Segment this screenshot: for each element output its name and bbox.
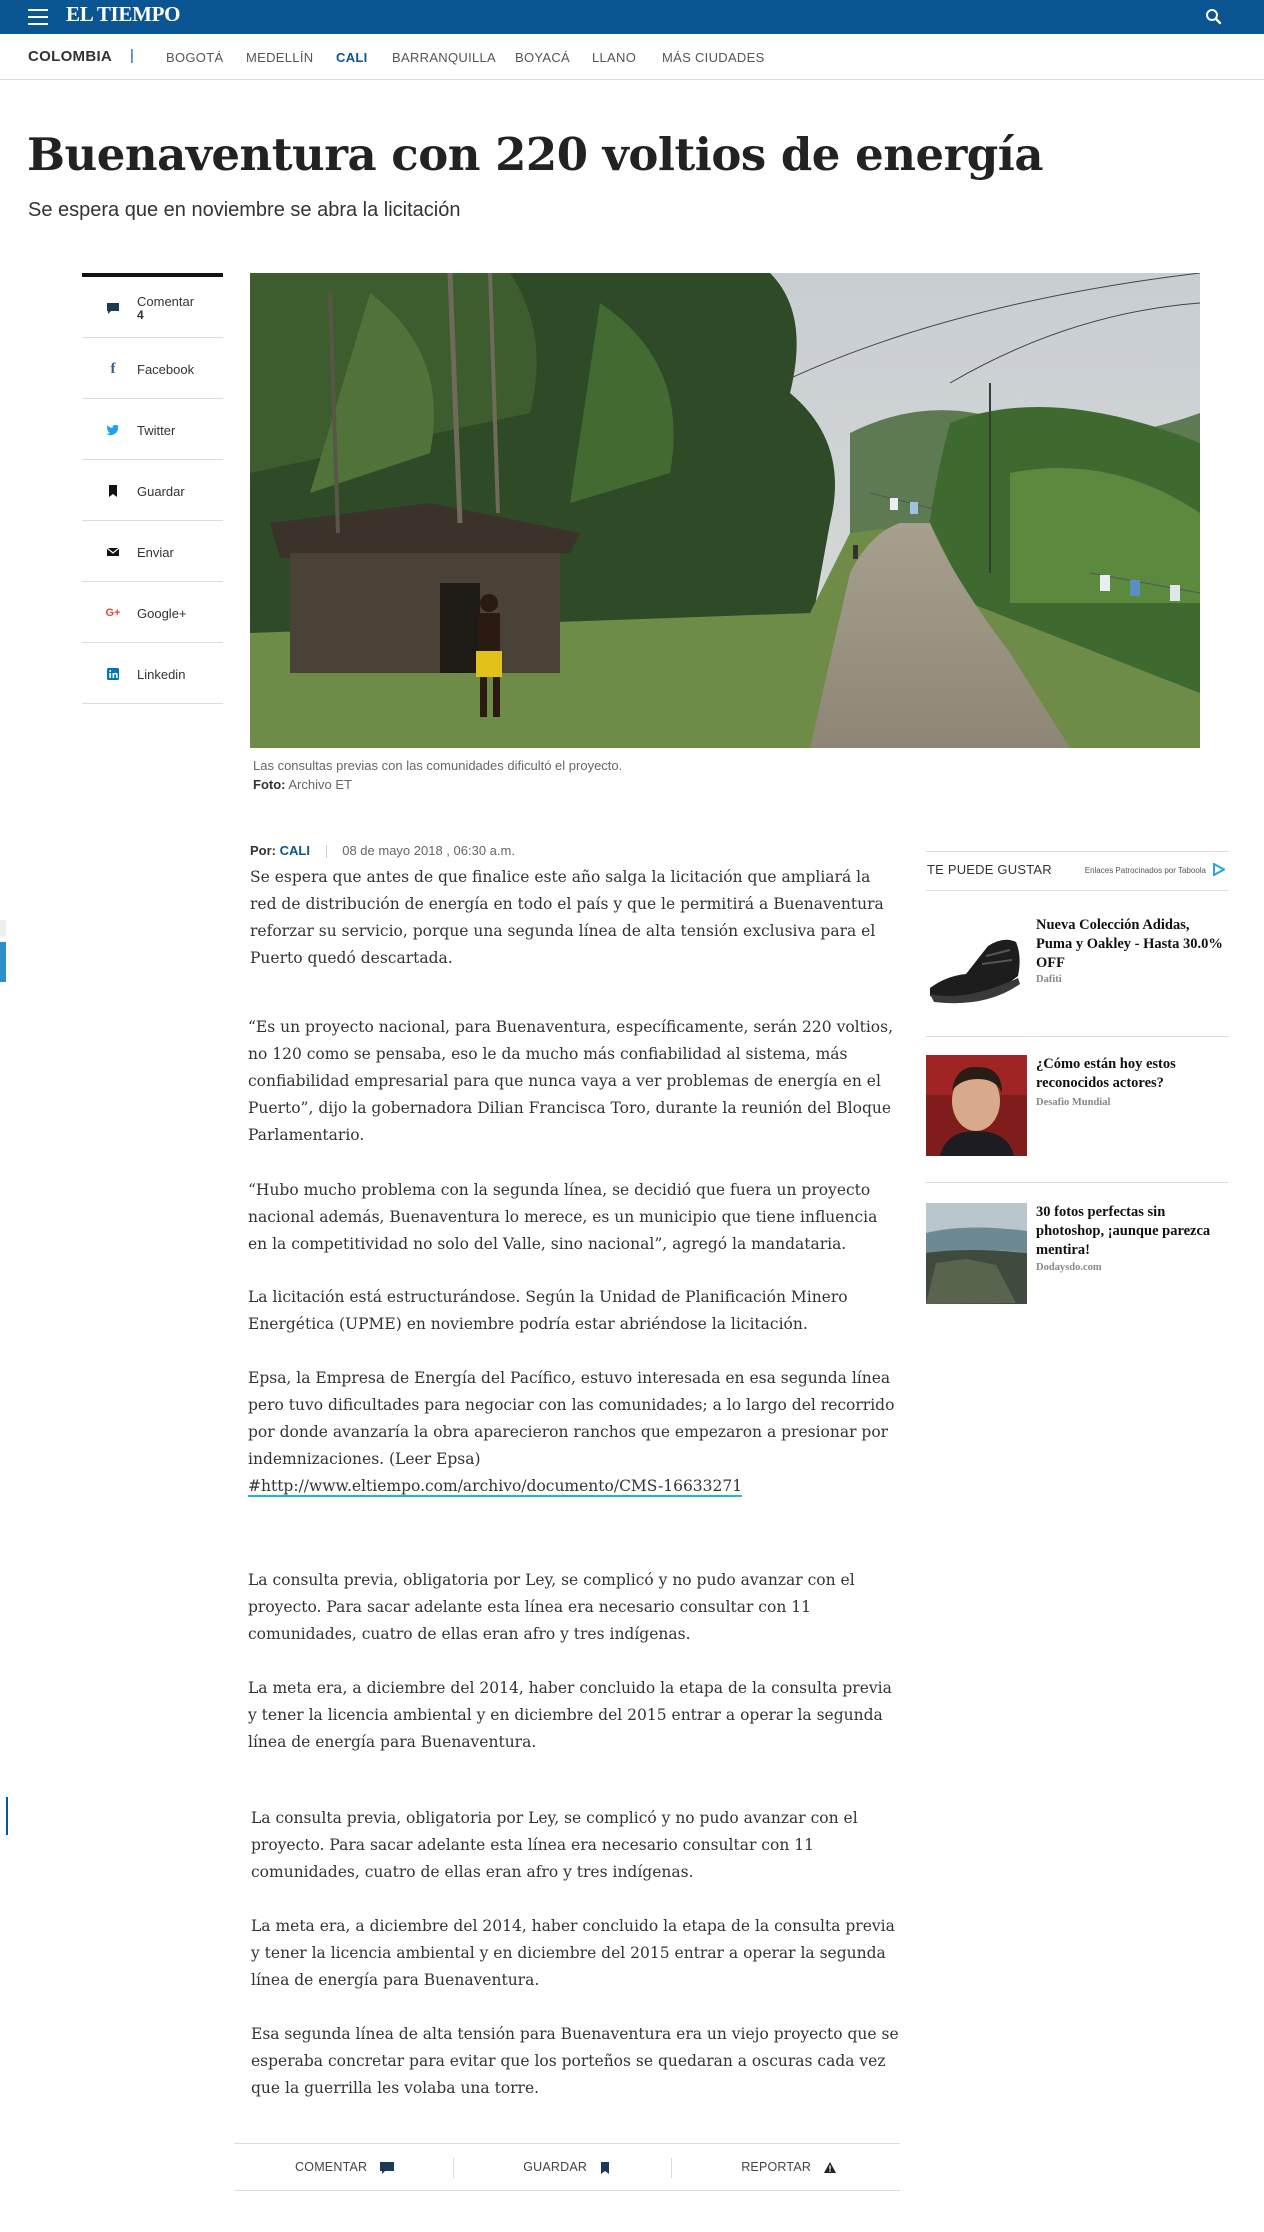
linkedin-share-button[interactable] bbox=[82, 643, 223, 704]
byline-date: 08 de mayo 2018 , 06:30 a.m. bbox=[342, 843, 515, 858]
comment-count: 4 bbox=[137, 308, 144, 322]
actor-thumbnail bbox=[926, 1055, 1027, 1156]
taboola-icon[interactable] bbox=[1212, 863, 1225, 876]
google-plus-icon: G+ bbox=[105, 607, 121, 619]
edge-marker bbox=[0, 920, 6, 936]
credit-label: Foto: bbox=[253, 777, 286, 792]
nav-city-medellin[interactable]: MEDELLÍN bbox=[246, 50, 314, 65]
site-logo[interactable]: EL TIEMPO bbox=[66, 2, 181, 26]
facebook-label: Facebook bbox=[137, 362, 195, 377]
recommended-item[interactable] bbox=[926, 1037, 1228, 1183]
warning-icon bbox=[823, 2161, 837, 2174]
comment-icon bbox=[379, 2161, 395, 2175]
bookmark-icon bbox=[106, 484, 120, 498]
search-icon[interactable] bbox=[1204, 7, 1224, 27]
photo-credit bbox=[253, 777, 352, 792]
googleplus-label: Google+ bbox=[137, 606, 187, 621]
twitter-icon bbox=[106, 423, 120, 437]
bookmark-icon bbox=[599, 2161, 611, 2175]
article-paragraph: La consulta previa, obligatoria por Ley, se complicó y no pudo avanzar con el proyecto. Para sacar adelante esta línea era necesario consultar con 11 comunidades, cuatro de ellas eran afro y tres indígenas. bbox=[251, 1809, 858, 1881]
byline-author[interactable]: CALI bbox=[279, 843, 310, 858]
nav-more-cities[interactable]: MÁS CIUDADES bbox=[662, 50, 765, 65]
article-paragraph: La licitación está estructurándose. Según la Unidad de Planificación Minero Energética (UPME) en noviembre podría estar abriéndose la licitación. bbox=[248, 1288, 848, 1333]
comment-icon bbox=[106, 301, 120, 315]
recommended-item-source: Desafio Mundial bbox=[1036, 1097, 1111, 1108]
article-paragraph: La meta era, a diciembre del 2014, haber concluido la etapa de la consulta previa y tener la licencia ambiental y en diciembre del 2015 entrar a operar la segunda línea de energía para Buenaventura. bbox=[248, 1679, 892, 1751]
recommended-title: TE PUEDE GUSTAR bbox=[927, 862, 1052, 877]
social-share-sidebar bbox=[82, 273, 223, 704]
facebook-icon: f bbox=[110, 361, 116, 377]
article-title: Buenaventura con 220 voltios de energía bbox=[27, 128, 1044, 181]
sneaker-thumbnail bbox=[926, 916, 1027, 1017]
linkedin-label: Linkedin bbox=[137, 667, 186, 682]
save-label: Guardar bbox=[137, 484, 185, 499]
nav-separator: | bbox=[130, 47, 134, 64]
googleplus-share-button[interactable] bbox=[82, 582, 223, 643]
nav-country[interactable]: COLOMBIA bbox=[28, 48, 113, 65]
nav-city-cali[interactable]: CALI bbox=[336, 50, 368, 65]
top-bar bbox=[0, 0, 1264, 34]
comment-share-button[interactable] bbox=[82, 277, 223, 338]
twitter-share-button[interactable] bbox=[82, 399, 223, 460]
article-main-photo[interactable] bbox=[250, 273, 1200, 748]
photo-caption: Las consultas previas con las comunidades dificultó el proyecto. bbox=[253, 758, 623, 773]
action-divider bbox=[453, 2158, 454, 2178]
recommended-item[interactable] bbox=[926, 891, 1228, 1037]
twitter-label: Twitter bbox=[137, 423, 176, 438]
save-button[interactable] bbox=[456, 2144, 678, 2190]
nav-city-llano[interactable]: LLANO bbox=[592, 50, 637, 65]
recommended-header bbox=[926, 851, 1228, 891]
save-share-button[interactable] bbox=[82, 460, 223, 521]
city-nav bbox=[0, 34, 1264, 80]
recommended-item-title[interactable]: Nueva Colección Adidas, Puma y Oakley - Hasta 30.0% OFF bbox=[1036, 917, 1223, 971]
recommended-item-title[interactable]: 30 fotos perfectas sin photoshop, ¡aunque parezca mentira! bbox=[1036, 1204, 1211, 1258]
article-paragraph: La meta era, a diciembre del 2014, haber concluido la etapa de la consulta previa y tener la licencia ambiental y en diciembre del 2015 entrar a operar la segunda línea de energía para Buenaventura. bbox=[251, 1917, 895, 1989]
hamburger-icon[interactable] bbox=[28, 9, 48, 25]
byline-label: Por: bbox=[250, 843, 276, 858]
linkedin-icon bbox=[106, 667, 120, 681]
comment-label: Comentar bbox=[137, 294, 195, 309]
comment-button-label: COMENTAR bbox=[295, 2160, 368, 2174]
recommended-item-source: Dodaysdo.com bbox=[1036, 1262, 1102, 1273]
recommended-item-source: Dafiti bbox=[1036, 974, 1062, 985]
nav-city-bogota[interactable]: BOGOTÁ bbox=[166, 50, 224, 65]
nav-city-barranquilla[interactable]: BARRANQUILLA bbox=[392, 50, 497, 65]
facebook-share-button[interactable] bbox=[82, 338, 223, 399]
article-paragraph-with-link bbox=[248, 1365, 898, 1500]
email-share-button[interactable] bbox=[82, 521, 223, 582]
landscape-thumbnail bbox=[926, 1203, 1027, 1304]
recommended-item[interactable] bbox=[926, 1183, 1228, 1329]
email-label: Enviar bbox=[137, 545, 174, 560]
mail-icon bbox=[106, 545, 120, 559]
edge-marker-line bbox=[6, 1797, 8, 1835]
article-paragraph: Se espera que antes de que finalice este año salga la licitación que ampliará la red de distribución de energía en todo el país y que le permitirá a Buenaventura reforzar su servicio, porque una segunda línea de alta tensión exclusiva para el Puerto quedó descartada. bbox=[250, 868, 884, 967]
archive-link[interactable]: #http://www.eltiempo.com/archivo/documento/CMS-16633271 bbox=[248, 1477, 743, 1495]
report-button[interactable] bbox=[678, 2144, 900, 2190]
article-paragraph: Esa segunda línea de alta tensión para Buenaventura era un viejo proyecto que se esperaba concretar para evitar que los porteños se quedaran a oscuras cada vez que la guerrilla les volaba una torre. bbox=[251, 2025, 899, 2097]
article-byline bbox=[250, 843, 515, 858]
save-button-label: GUARDAR bbox=[523, 2160, 588, 2174]
credit-value: Archivo ET bbox=[288, 777, 352, 792]
report-button-label: REPORTAR bbox=[741, 2160, 812, 2174]
article-subtitle: Se espera que en noviembre se abra la licitación bbox=[28, 199, 461, 221]
edge-marker-active bbox=[0, 942, 6, 982]
article-actions-bar bbox=[234, 2143, 900, 2191]
article-paragraph: “Hubo mucho problema con la segunda línea, se decidió que fuera un proyecto nacional además, Buenaventura lo merece, es un municipio que tiene influencia en la competitividad no solo del Valle, sino nacional”, agregó la mandataria. bbox=[248, 1181, 878, 1253]
sponsored-label[interactable]: Enlaces Patrocinados por Taboola bbox=[1084, 866, 1206, 875]
recommended-item-title[interactable]: ¿Cómo están hoy estos reconocidos actores? bbox=[1036, 1056, 1176, 1091]
paragraph-text: Epsa, la Empresa de Energía del Pacífico, estuvo interesada en esa segunda línea pero tuvo dificultades para negociar con las comunidades; a lo largo del recorrido por donde avanzaría la obra aparecieron ranchos que empezaron a presionar por indemnizaciones. (Leer Epsa) bbox=[248, 1369, 895, 1468]
recommended-widget bbox=[926, 851, 1228, 1329]
byline-separator bbox=[326, 845, 327, 858]
action-divider bbox=[671, 2158, 672, 2178]
comment-button[interactable] bbox=[234, 2144, 456, 2190]
nav-city-boyaca[interactable]: BOYACÁ bbox=[515, 50, 571, 65]
article-paragraph: “Es un proyecto nacional, para Buenaventura, específicamente, serán 220 voltios, no 120 como se pensaba, eso le da mucho más confiabilidad al sistema, más confiabilidad empresarial para que nunca vaya a ver problemas de energía en el Puerto”, dijo la gobernadora Dilian Francisca Toro, durante la reunión del Bloque Parlamentario. bbox=[248, 1018, 894, 1144]
article-paragraph: La consulta previa, obligatoria por Ley, se complicó y no pudo avanzar con el proyecto. Para sacar adelante esta línea era necesario consultar con 11 comunidades, cuatro de ellas eran afro y tres indígenas. bbox=[248, 1571, 855, 1643]
